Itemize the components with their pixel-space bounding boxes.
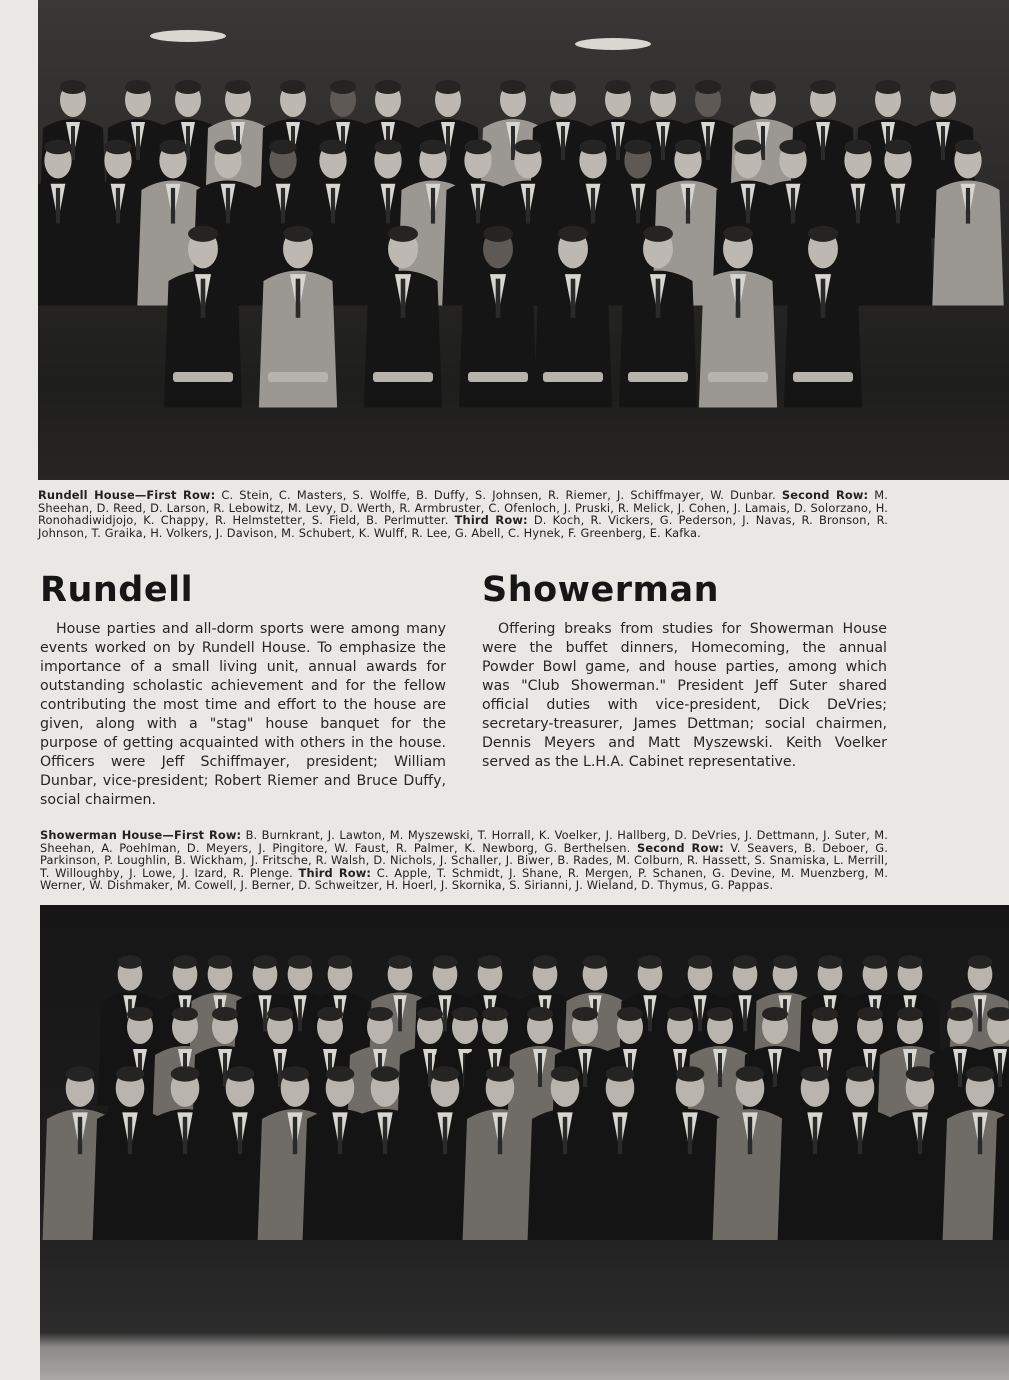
caption-second-row-label: Second Row: bbox=[781, 488, 869, 502]
showerman-group-photo bbox=[40, 905, 1009, 1380]
showerman-photo-figures bbox=[40, 905, 1009, 1380]
caption-first-row-names: C. Stein, C. Masters, S. Wolffe, B. Duffy, S. Johnsen, R. Riemer, J. Schiffmayer, W. Dunbar. bbox=[221, 488, 776, 502]
caption-second-row-label: Second Row: bbox=[637, 840, 724, 855]
rundell-body-text: House parties and all-dorm sports were among many events worked on by Rundell House. To emphasize the importance of a small living unit, annual awards for outstanding scholastic achievement and for the fellow contributing the most time and effort to the house are given, along with a "stag" house banquet for the purpose of getting acquainted with others in the house. Officers were Jeff Schiffmayer, president; William Dunbar, vice-president; Robert Riemer and Bruce Duffy, social chairmen. bbox=[40, 621, 446, 808]
chair-seat bbox=[793, 372, 853, 382]
caption-first-row-label: First Row: bbox=[146, 488, 216, 502]
ceiling-lamp bbox=[575, 38, 651, 50]
caption-second-row-names: M. Sheehan, D. Reed, D. Larson, R. Lebowitz, M. Levy, D. Werth, R. Armbruster, C. Ofenloch, J. Pruski, R. Melick, J. Cohen, J. Lamais, D. Solorzano, H. Ronohadiwidjojo, K. Chappy, R. Helmstetter, S. Field, B. Perlmutter. bbox=[38, 488, 889, 528]
ceiling-lamp bbox=[150, 30, 226, 42]
chair-seat bbox=[708, 372, 768, 382]
rundell-heading: Rundell bbox=[40, 570, 194, 610]
chair-seat bbox=[543, 372, 603, 382]
chair-seat bbox=[373, 372, 433, 382]
showerman-photo-caption bbox=[40, 829, 888, 892]
chair-seat bbox=[268, 372, 328, 382]
caption-first-row-label: First Row: bbox=[173, 828, 242, 842]
rundell-photo-figures bbox=[38, 0, 1009, 480]
caption-house-label: Showerman House— bbox=[40, 828, 174, 842]
chair-seat bbox=[173, 372, 233, 382]
caption-third-row-names: C. Apple, T. Schmidt, J. Shane, R. Mergen, P. Schanen, G. Devine, M. Muenzberg, M. Werner, W. Dishmaker, M. Cowell, J. Berner, D. Schweitzer, H. Hoerl, J. Skornika, S. Sirianni, J. Wieland, D. Thymus, G. Pappas. bbox=[40, 865, 888, 893]
showerman-body-text: Offering breaks from studies for Showerman House were the buffet dinners, Homecoming, the annual Powder Bowl game, and house parties, among which was "Club Showerman." President Jeff Suter shared official duties with vice-president, Dick DeVries; secretary-treasurer, James Dettman; social chairmen, Dennis Meyers and Matt Myszewski. Keith Voelker served as the L.H.A. Cabinet representative. bbox=[482, 621, 887, 770]
caption-third-row-label: Third Row: bbox=[298, 865, 372, 880]
showerman-heading: Showerman bbox=[482, 570, 720, 610]
caption-third-row-names: D. Koch, R. Vickers, G. Pederson, J. Navas, R. Bronson, R. Johnson, T. Graika, H. Volkers, J. Davison, M. Schubert, K. Wulff, R. Lee, G. Abell, C. Hynek, F. Greenberg, E. Kafka. bbox=[38, 513, 888, 540]
caption-house-label: Rundell House— bbox=[38, 488, 147, 502]
caption-third-row-label: Third Row: bbox=[454, 513, 528, 528]
caption-second-row-names: V. Seavers, B. Deboer, G. Parkinson, P. Loughlin, B. Wickham, J. Fritsche, R. Walsh, D. Nichols, J. Schaller, J. Biwer, B. Rades, M. Colburn, R. Hassett, S. Snamiska, L. Merrill, T. Willoughby, J. Lowe, J. Izard, R. Plenge. bbox=[40, 840, 888, 880]
caption-first-row-names: B. Burnkrant, J. Lawton, M. Myszewski, T. Horrall, K. Voelker, J. Hallberg, D. DeVries, J. Dettmann, J. Suter, M. Sheehan, A. Poehlman, D. Meyers, J. Pingitore, W. Faust, R. Palmer, K. Newborg, G. Berthelsen. bbox=[40, 828, 888, 855]
chair-seat bbox=[468, 372, 528, 382]
rundell-photo-caption bbox=[38, 489, 888, 539]
rundell-group-photo bbox=[38, 0, 1009, 480]
chair-seat bbox=[628, 372, 688, 382]
